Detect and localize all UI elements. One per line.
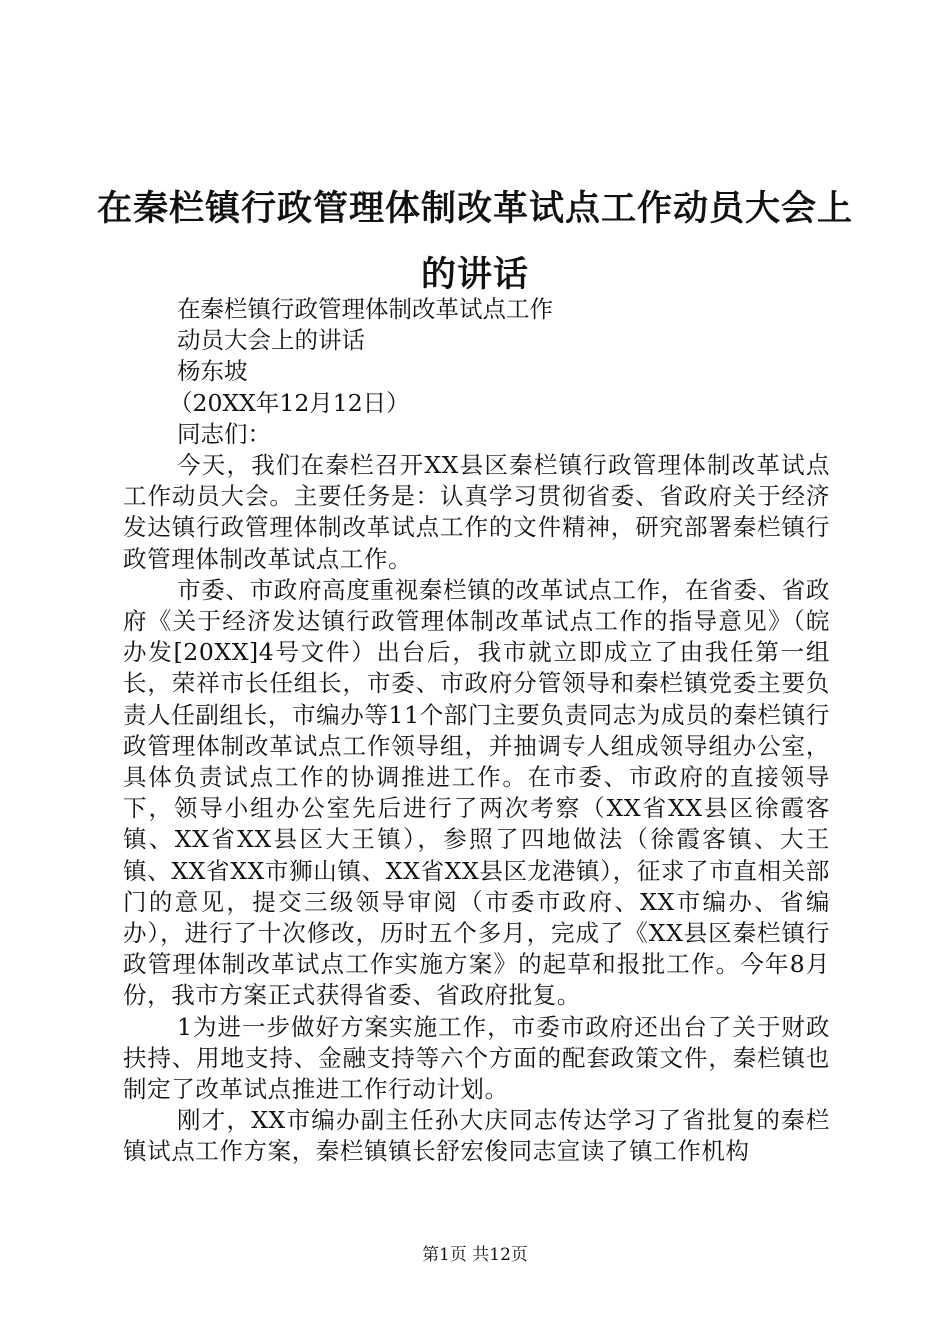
- speech-title-line-1: 在秦栏镇行政管理体制改革试点工作: [177, 295, 553, 323]
- speech-date: （20XX年12月12日）: [169, 388, 410, 417]
- speech-title-line-2: 动员大会上的讲话: [177, 326, 365, 355]
- document-title: 在秦栏镇行政管理体制改革试点工作动员大会上的讲话: [96, 189, 853, 295]
- paragraph-1: 今天，我们在秦栏召开XX县区秦栏镇行政管理体制改革试点工作动员大会。主要任务是：认真学习贯彻省委、省政府关于经济发达镇行政管理体制改革试点工作的文件精神，研究部署秦栏镇行政管理体制改革试点工作。: [123, 451, 830, 573]
- page-footer: 第1页 共12页: [422, 1245, 528, 1265]
- speaker-name: 杨东坡: [177, 357, 248, 386]
- document-body: [123, 294, 830, 1168]
- salutation: 同志们：: [177, 419, 271, 448]
- paragraph-3: 1为进一步做好方案实施工作，市委市政府还出台了关于财政扶持、用地支持、金融支持等六个方面的配套政策文件，秦栏镇也制定了改革试点推进工作行动计划。: [123, 1012, 830, 1104]
- paragraph-2: 市委、市政府高度重视秦栏镇的改革试点工作，在省委、省政府《关于经济发达镇行政管理体制改革试点工作的指导意见》（皖办发[20XX]4号文件）出台后，我市就立即成立了由我任第一组长，荣祥市长任组长，市委、市政府分管领导和秦栏镇党委主要负责人任副组长，市编办等11个部门主要负责同志为成员的秦栏镇行政管理体制改革试点工作领导组，并抽调专人组成领导组办公室，具体负责试点工作的协调推进工作。在市委、市政府的直接领导下，领导小组办公室先后进行了两次考察（XX省XX县区徐霞客镇、XX省XX县区大王镇），参照了四地做法（徐霞客镇、大王镇、XX省XX市狮山镇、XX省XX县区龙港镇），征求了市直相关部门的意见，提交三级领导审阅（市委市政府、XX市编办、省编办），进行了十次修改，历时五个多月，完成了《XX县区秦栏镇行政管理体制改革试点工作实施方案》的起草和报批工作。今年8月份，我市方案正式获得省委、省政府批复。: [123, 575, 830, 1010]
- paragraph-4: 刚才，XX市编办副主任孙大庆同志传达学习了省批复的秦栏镇试点工作方案，秦栏镇镇长舒宏俊同志宣读了镇工作机构: [123, 1106, 830, 1166]
